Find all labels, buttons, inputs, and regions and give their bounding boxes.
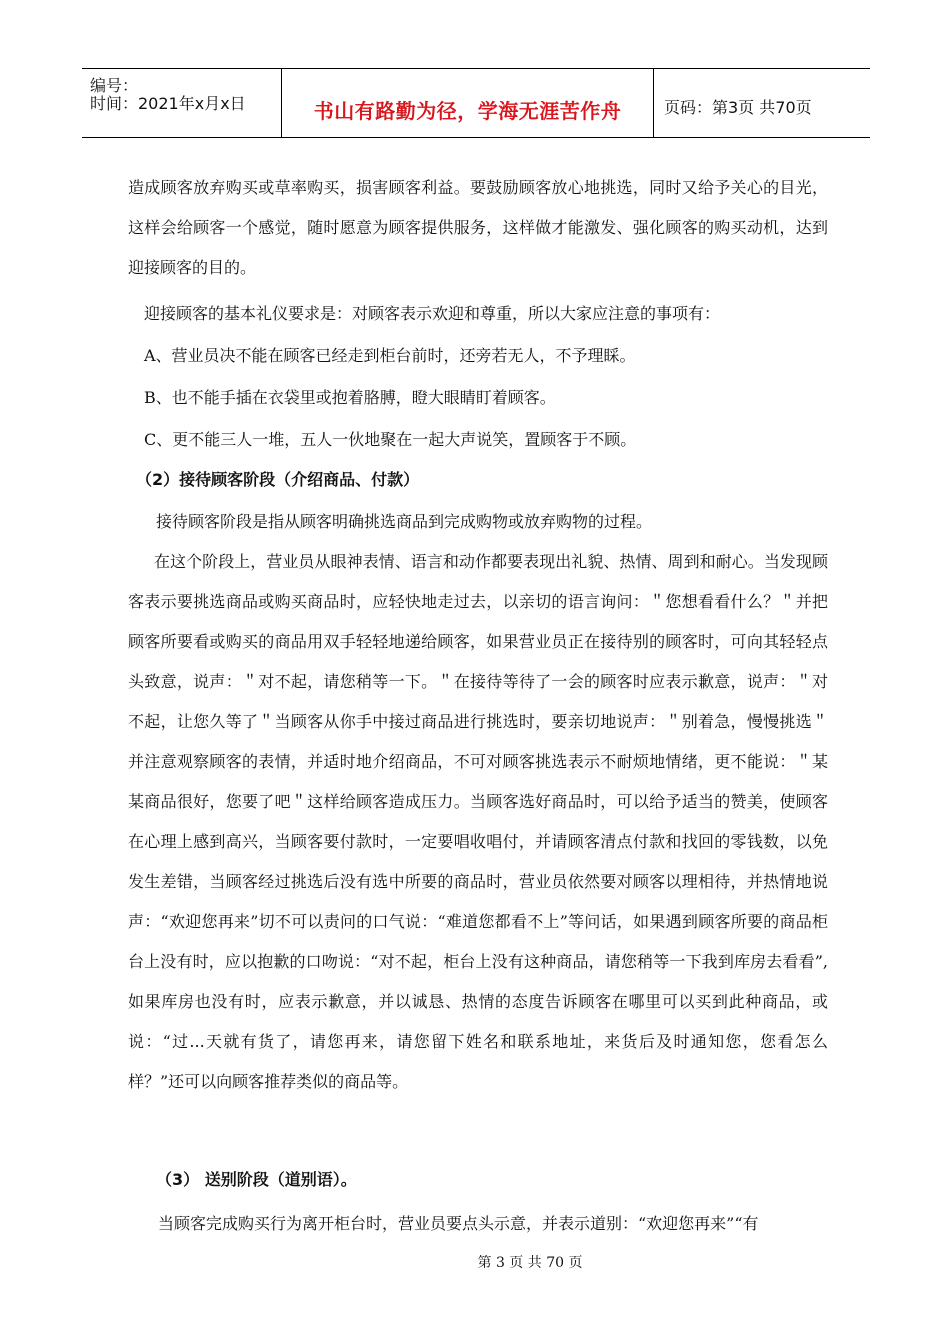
- page-code: 页码：第3页 共70页: [664, 98, 812, 117]
- time-label: 时间：2021年x月x日: [90, 94, 246, 113]
- section-heading: （3） 送别阶段（道别语）。: [156, 1170, 357, 1189]
- motto-text: 书山有路勤为径，学海无涯苦作舟: [313, 99, 622, 123]
- paragraph: 造成顾客放弃购买或草率购买，损害顾客利益。要鼓励顾客放心地挑选，同时又给予关心的目光，这样会给顾客一个感觉，随时愿意为顾客提供服务，这样做才能激发、强化顾客的购买动机，达到迎接顾客的目的。: [128, 178, 828, 277]
- header-meta-cell: [82, 69, 282, 137]
- serial-label: 编号：: [90, 76, 139, 95]
- document-header: [82, 68, 870, 138]
- paragraph: 当顾客完成购买行为离开柜台时，营业员要点头示意，并表示道别：“欢迎您再来”“有: [158, 1214, 759, 1233]
- paragraph: 迎接顾客的基本礼仪要求是：对顾客表示欢迎和尊重，所以大家应注意的事项有：: [144, 304, 721, 323]
- section-heading: （2）接待顾客阶段（介绍商品、付款）: [136, 470, 420, 489]
- list-item: C、更不能三人一堆，五人一伙地聚在一起大声说笑，置顾客于不顾。: [144, 430, 637, 449]
- list-item: B、也不能手插在衣袋里或抱着胳膊，瞪大眼睛盯着顾客。: [144, 388, 556, 407]
- header-page-cell: [654, 69, 870, 137]
- page-footer: [0, 1252, 950, 1272]
- paragraph: 在这个阶段上，营业员从眼神表情、语言和动作都要表现出礼貌、热情、周到和耐心。当发现顾客表示要挑选商品或购买商品时，应轻快地走过去，以亲切的语言询问：＂您想看看什么？＂并把顾客所要看或购买的商品用双手轻轻地递给顾客，如果营业员正在接待别的顾客时，可向其轻轻点头致意，说声：＂对不起，请您稍等一下。＂在接待等待了一会的顾客时应表示歉意，说声：＂对不起，让您久等了＂当顾客从你手中接过商品进行挑选时，要亲切地说声：＂别着急，慢慢挑选＂并注意观察顾客的表情，并适时地介绍商品，不可对顾客挑选表示不耐烦地情绪，更不能说：＂某某商品很好，您要了吧＂这样给顾客造成压力。当顾客选好商品时，可以给予适当的赞美，使顾客在心理上感到高兴，当顾客要付款时，一定要唱收唱付，并请顾客清点付款和找回的零钱数，以免发生差错，当顾客经过挑选后没有选中所要的商品时，营业员依然要对顾客以理相待，并热情地说声：“欢迎您再来”切不可以责问的口气说：“难道您都看不上”等问话，如果遇到顾客所要的商品柜台上没有时，应以抱歉的口吻说：“对不起，柜台上没有这种商品，请您稍等一下我到库房去看看”,如果库房也没有时，应表示歉意，并以诚恳、热情的态度告诉顾客在哪里可以买到此种商品，或说：“过...天就有货了，请您再来，请您留下姓名和联系地址，来货后及时通知您，您看怎么样？”还可以向顾客推荐类似的商品等。: [128, 552, 828, 1091]
- header-motto-cell: [282, 69, 654, 137]
- footer-page-number: 第 3 页 共 70 页: [477, 1255, 583, 1271]
- paragraph: 接待顾客阶段是指从顾客明确挑选商品到完成购物或放弃购物的过程。: [156, 512, 653, 531]
- list-item: A、营业员决不能在顾客已经走到柜台前时，还旁若无人，不予理睬。: [144, 346, 636, 365]
